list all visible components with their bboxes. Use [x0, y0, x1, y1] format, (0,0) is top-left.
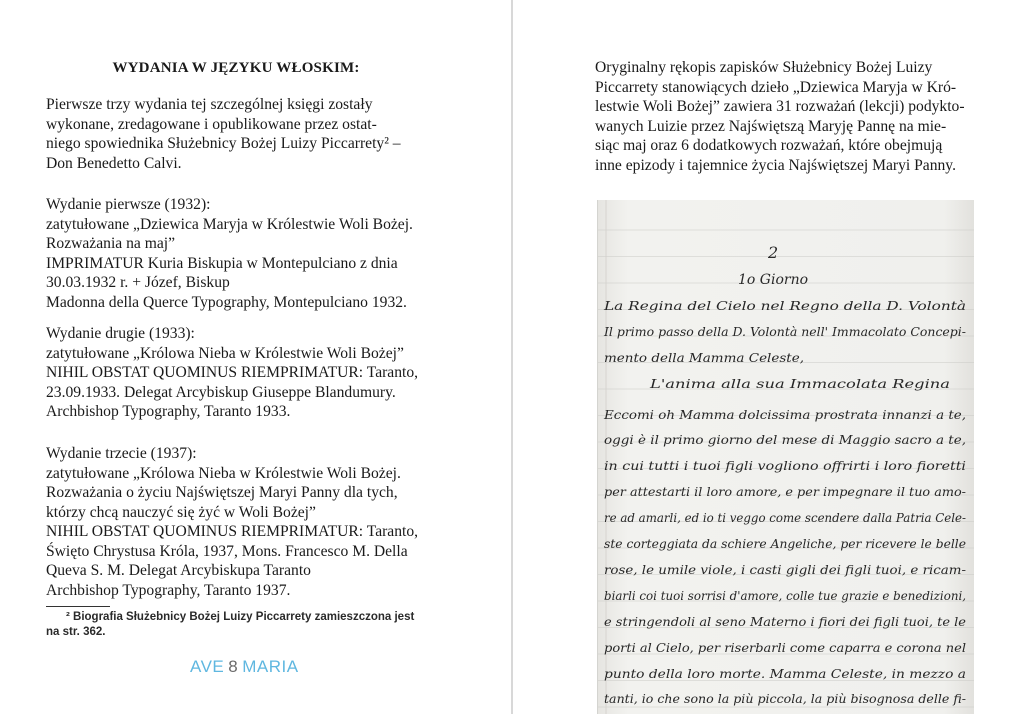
text-line: 30.03.1932 r. + Józef, Biskup: [46, 274, 230, 291]
text-line: Wydanie trzecie (1937):: [46, 445, 197, 462]
handwritten-line: punto della loro morte. Mamma Celeste, in mezzo a: [604, 666, 966, 681]
handwritten-line: Eccomi oh Mamma dolcissima prostrata innanzi a te,: [602, 407, 967, 422]
handwritten-line: oggi è il primo giorno del mese di Maggio sacro a te,: [604, 432, 967, 447]
text-line: Rozważania o życiu Najświętszej Maryi Panny dla tych,: [46, 484, 398, 501]
handwritten-line: mento della Mamma Celeste,: [604, 350, 805, 365]
text-line: Wydanie drugie (1933):: [46, 325, 195, 342]
text-line: 23.09.1933. Delegat Arcybiskup Giuseppe Blandumury.: [46, 383, 396, 401]
text-line: Oryginalny rękopis zapisków Służebnicy Bożej Luizy: [595, 59, 933, 76]
edition-1-block: [46, 195, 426, 312]
edition-3-block: [46, 444, 426, 600]
text-line: Archbishop Typography, Taranto 1937.: [46, 581, 291, 599]
text-line: zatytułowane „Królowa Nieba w Królestwie Woli Bożej”: [46, 344, 404, 362]
text-line: NIHIL OBSTAT QUOMINUS RIEMPRIMATUR: Taranto,: [46, 523, 419, 540]
text-line: Wydanie pierwsze (1932):: [46, 196, 211, 213]
text-line: NIHIL OBSTAT QUOMINUS RIEMPRIMATUR: Taranto,: [46, 364, 419, 381]
footnote: [46, 610, 426, 640]
text-line: zatytułowane „Dziewica Maryja w Królestwie Woli Bożej.: [46, 215, 413, 233]
text-line: wykonane, zredagowane i opublikowane przez ostat-: [46, 115, 377, 133]
handwritten-line: tanti, io che sono la più piccola, la più bisognosa delle fi-: [604, 691, 966, 706]
text-line: niego spowiednika Służebnicy Bożej Luizy Piccarrety² –: [46, 135, 401, 152]
text-line: Pierwsze trzy wydania tej szczególnej księgi zostały: [46, 96, 373, 113]
handwritten-line: biarli coi tuoi sorrisi d'amore, colle tue grazie e benedizioni,: [604, 588, 967, 603]
manuscript-image: [597, 200, 974, 714]
text-line: którzy chcą nauczyć się żyć w Woli Bożej”: [46, 503, 316, 521]
footnote-line: na str. 362.: [46, 626, 106, 638]
handwritten-line: Il primo passo della D. Volontà nell' Immacolato Concepi-: [603, 324, 966, 339]
handwritten-line: re ad amarli, ed io ti veggo come scendere dalla Patria Cele-: [604, 510, 966, 525]
brand-maria: MARIA: [242, 657, 299, 676]
manuscript-date: 1o Giorno: [738, 272, 809, 288]
text-line: Piccarrety stanowiących dzieło „Dziewica Maryja w Kró-: [595, 78, 957, 96]
footnote-divider: [46, 606, 110, 607]
text-line: Święto Chrystusa Króla, 1937, Mons. Francesco M. Della: [46, 542, 408, 560]
section-heading: WYDANIA W JĘZYKU WŁOSKIM:: [112, 60, 360, 76]
text-line: wanych Luizie przez Najświętszą Maryję Pannę na mie-: [595, 117, 947, 135]
footnote-line: ² Biografia Służebnicy Bożej Luizy Piccarrety zamieszczona jest: [66, 611, 415, 623]
handwritten-line: ste corteggiata da schiere Angeliche, per ricevere le belle: [604, 536, 966, 551]
text-line: siąc maj oraz 6 dodatkowych rozważań, które obejmują: [595, 137, 943, 154]
brand-ave: AVE: [190, 657, 225, 676]
text-line: Madonna della Querce Typography, Montepulciano 1932.: [46, 293, 407, 311]
handwritten-line: per attestarti il loro amore, e per impegnare il tuo amo-: [604, 484, 966, 499]
handwritten-line: La Regina del Cielo nel Regno della D. Volontà: [602, 298, 966, 313]
text-line: Archbishop Typography, Taranto 1933.: [46, 403, 291, 420]
text-line: IMPRIMATUR Kuria Biskupia w Montepulciano z dnia: [46, 254, 398, 272]
handwritten-line: in cui tutti i tuoi figli vogliono offrirti i loro fioretti: [604, 458, 966, 473]
handwritten-line: e stringendoli al seno Materno i fiori dei figli tuoi, te le: [604, 614, 966, 629]
text-line: inne epizody i tajemnice życia Najświętszej Maryi Panny.: [595, 156, 956, 174]
text-line: zatytułowane „Królowa Nieba w Królestwie Woli Bożej.: [46, 464, 401, 482]
intro-paragraph: [46, 95, 426, 173]
page-footer-brand: [190, 657, 299, 677]
manuscript-description: [595, 58, 975, 175]
text-line: Rozważania na maj”: [46, 235, 176, 252]
page-number: 8: [228, 657, 239, 676]
handwritten-line: rose, le umile viole, i casti gigli dei figli tuoi, e ricam-: [604, 562, 966, 577]
edition-2-block: [46, 324, 426, 422]
left-page: [0, 0, 511, 714]
handwritten-line: L'anima alla sua Immacolata Regina: [648, 376, 950, 391]
text-line: Don Benedetto Calvi.: [46, 154, 182, 172]
text-line: lestwie Woli Bożej” zawiera 31 rozważań (lekcji) podykto-: [595, 98, 965, 115]
manuscript-scan: [598, 200, 974, 714]
handwritten-line: porti al Cielo, per riserbarli come caparra e corona nel: [604, 640, 966, 655]
manuscript-page-number: 2: [768, 243, 779, 262]
text-line: Queva S. M. Delegat Arcybiskupa Taranto: [46, 562, 311, 579]
